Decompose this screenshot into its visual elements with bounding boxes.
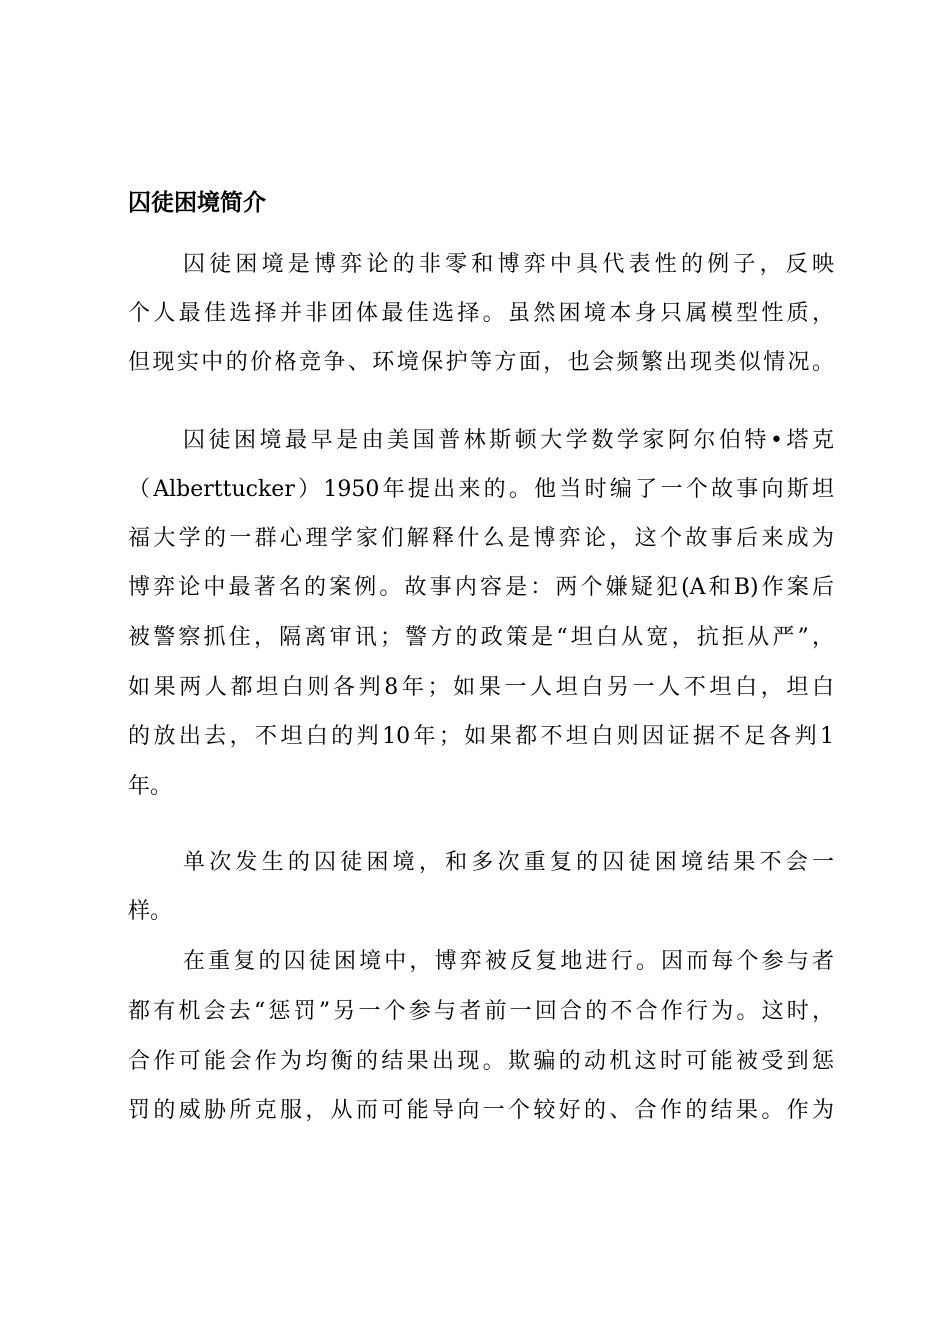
- paragraph-2-line-6: 如果两人都坦白则各判8年；如果一人坦白另一人不坦白，坦白: [128, 675, 834, 700]
- document-title: 囚徒困境简介: [128, 190, 266, 216]
- paragraph-4-line-2: 都有机会去“惩罚”另一个参与者前一回合的不合作行为。这时，: [128, 999, 834, 1024]
- paragraph-2-line-1: 囚徒困境最早是由美国普林斯顿大学数学家阿尔伯特•塔克: [183, 428, 834, 453]
- paragraph-4-line-1: 在重复的囚徒困境中，博弈被反复地进行。因而每个参与者: [183, 949, 834, 974]
- paragraph-3-line-1: 单次发生的囚徒困境，和多次重复的囚徒困境结果不会一: [183, 850, 834, 875]
- paragraph-4-line-3: 合作可能会作为均衡的结果出现。欺骗的动机这时可能被受到惩: [128, 1049, 834, 1074]
- paragraph-2-line-2: （Alberttucker）1950年提出来的。他当时编了一个故事向斯坦: [128, 477, 834, 502]
- paragraph-2-line-4: 博弈论中最著名的案例。故事内容是：两个嫌疑犯(A和B)作案后: [128, 575, 834, 600]
- paragraph-1-line-3: 但现实中的价格竞争、环境保护等方面，也会频繁出现类似情况。: [128, 350, 834, 375]
- paragraph-2-line-8: 年。: [128, 774, 173, 799]
- paragraph-2-line-3: 福大学的一群心理学家们解释什么是博弈论，这个故事后来成为: [128, 526, 834, 551]
- paragraph-2-line-5: 被警察抓住，隔离审讯；警方的政策是“坦白从宽，抗拒从严”，: [128, 625, 834, 650]
- paragraph-1-line-1: 囚徒困境是博弈论的非零和博弈中具代表性的例子，反映: [183, 252, 834, 277]
- paragraph-3-line-2: 样。: [128, 899, 173, 924]
- paragraph-4-line-4: 罚的威胁所克服，从而可能导向一个较好的、合作的结果。作为: [128, 1098, 834, 1123]
- paragraph-1-line-2: 个人最佳选择并非团体最佳选择。虽然困境本身只属模型性质，: [128, 301, 834, 326]
- paragraph-2-line-7: 的放出去，不坦白的判10年；如果都不坦白则因证据不足各判1: [128, 724, 834, 749]
